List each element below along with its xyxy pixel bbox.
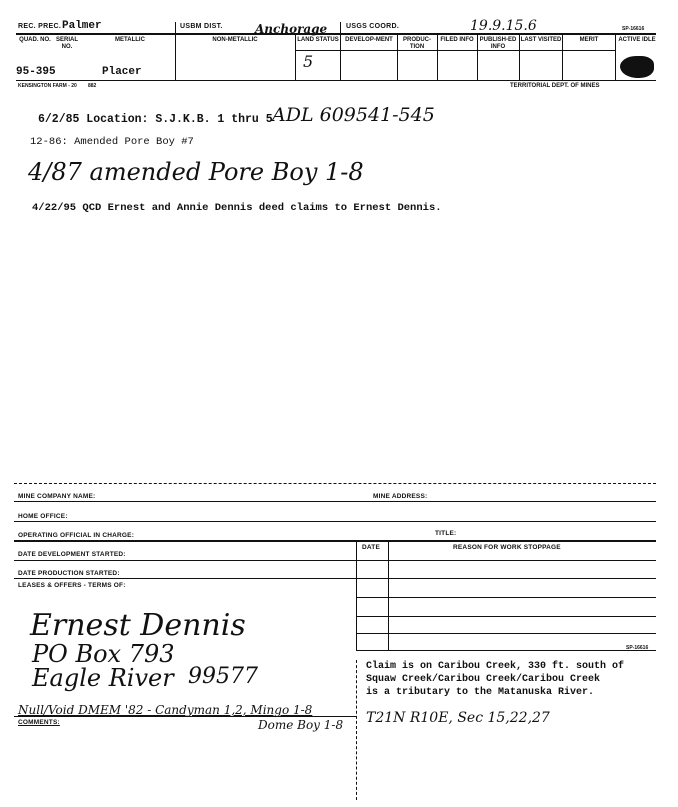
col-non-metallic: NON-METALLIC xyxy=(212,37,258,43)
col-filed-info: FILED INFO xyxy=(440,37,474,43)
form-number-top: SP-16616 xyxy=(622,26,645,32)
col-metallic: METALLIC xyxy=(115,37,145,43)
form-number-bottom: SP-16616 xyxy=(626,645,649,651)
hand-null-void: Null/Void DMEM '82 - Candyman 1,2, Mingo 1-8 xyxy=(18,703,313,717)
row-bottom-rule xyxy=(16,80,656,81)
usbm-dist-label: USBM DIST. xyxy=(180,23,223,30)
mine-company-name-label: MINE COMPANY NAME: xyxy=(18,493,96,500)
form-rule xyxy=(14,560,656,561)
title-label: TITLE: xyxy=(435,530,457,537)
col-development: DEVELOP-MENT xyxy=(345,37,393,43)
mine-address-label: MINE ADDRESS: xyxy=(373,493,428,500)
col-active-idle: ACTIVE IDLE xyxy=(618,37,656,43)
usbm-dist-value: Anchorage xyxy=(255,22,328,36)
date-dev-started-label: DATE DEVELOPMENT STARTED: xyxy=(18,551,126,558)
note-line-3-hand: 4/87 amended Pore Boy 1-8 xyxy=(28,158,364,186)
hand-pobox: PO Box 793 xyxy=(32,640,175,668)
kensington-number: 882 xyxy=(88,83,97,89)
divider xyxy=(388,540,389,650)
form-rule xyxy=(14,501,656,502)
col-last-visited: LAST VISITED xyxy=(520,37,562,43)
col-production: PRODUC-TION xyxy=(403,37,431,50)
date-col-label: DATE xyxy=(362,544,381,551)
hand-zip: 99577 xyxy=(188,664,258,689)
reason-col-label: REASON FOR WORK STOPPAGE xyxy=(453,544,561,551)
col-serial-no: SERIAL NO. xyxy=(55,37,78,50)
form-rule xyxy=(14,540,656,542)
date-prod-started-label: DATE PRODUCTION STARTED: xyxy=(18,570,120,577)
claim-note-line-3: is a tributary to the Matanuska River. xyxy=(366,687,595,698)
divider xyxy=(340,22,341,80)
divider xyxy=(356,540,357,650)
col-quad-no: QUAD. NO. xyxy=(19,37,51,43)
col-published-info: PUBLISH-ED INFO xyxy=(479,37,517,50)
smudge-mark xyxy=(620,56,654,78)
form-rule xyxy=(356,597,656,598)
metallic-value: Placer xyxy=(102,66,142,78)
row-rule xyxy=(295,50,615,51)
hand-township: T21N R10E, Sec 15,22,27 xyxy=(366,710,550,726)
territorial-dept: TERRITORIAL DEPT. OF MINES xyxy=(510,83,600,89)
divider xyxy=(356,660,357,800)
hand-name: Ernest Dennis xyxy=(30,608,246,643)
claim-note-line-2: Squaw Creek/Caribou Creek/Caribou Creek xyxy=(366,674,601,685)
leases-label: LEASES & OFFERS - TERMS OF: xyxy=(18,582,126,589)
rec-prec-label: REC. PREC. xyxy=(18,23,62,30)
note-line-4: 4/22/95 QCD Ernest and Annie Dennis deed claims to Ernest Dennis. xyxy=(32,202,442,214)
form-rule xyxy=(14,578,656,579)
form-rule xyxy=(356,633,656,634)
comments-label: COMMENTS: xyxy=(18,719,60,726)
col-land-status: LAND STATUS xyxy=(297,37,339,43)
hand-city: Eagle River xyxy=(32,664,174,692)
kensington-label: KENSINGTON FARM - 20 xyxy=(18,83,77,89)
form-rule xyxy=(356,616,656,617)
comments-rule xyxy=(14,716,356,717)
operating-official-label: OPERATING OFFICIAL IN CHARGE: xyxy=(18,532,135,539)
col-merit: MERIT xyxy=(579,37,599,43)
home-office-label: HOME OFFICE: xyxy=(18,513,68,520)
note-line-1: 6/2/85 Location: S.J.K.B. 1 thru 5 xyxy=(38,113,273,126)
usgs-coord-label: USGS COORD. xyxy=(346,23,400,30)
divider xyxy=(175,22,176,80)
rec-prec-value: Palmer xyxy=(62,20,102,32)
note-line-1-hand: ADL 609541-545 xyxy=(272,104,435,126)
usgs-coord-value: 19.9.15.6 xyxy=(470,18,537,34)
quad-no-value: 95-395 xyxy=(16,66,56,78)
header-rule xyxy=(16,33,656,35)
land-status-value: 5 xyxy=(303,52,314,71)
hand-dome-boy: Dome Boy 1-8 xyxy=(258,718,344,732)
form-top-rule xyxy=(14,483,656,484)
note-line-2: 12-86: Amended Pore Boy #7 xyxy=(30,136,194,148)
form-rule xyxy=(356,650,656,651)
claim-note-line-1: Claim is on Caribou Creek, 330 ft. south of xyxy=(366,661,625,672)
form-rule xyxy=(14,521,656,522)
